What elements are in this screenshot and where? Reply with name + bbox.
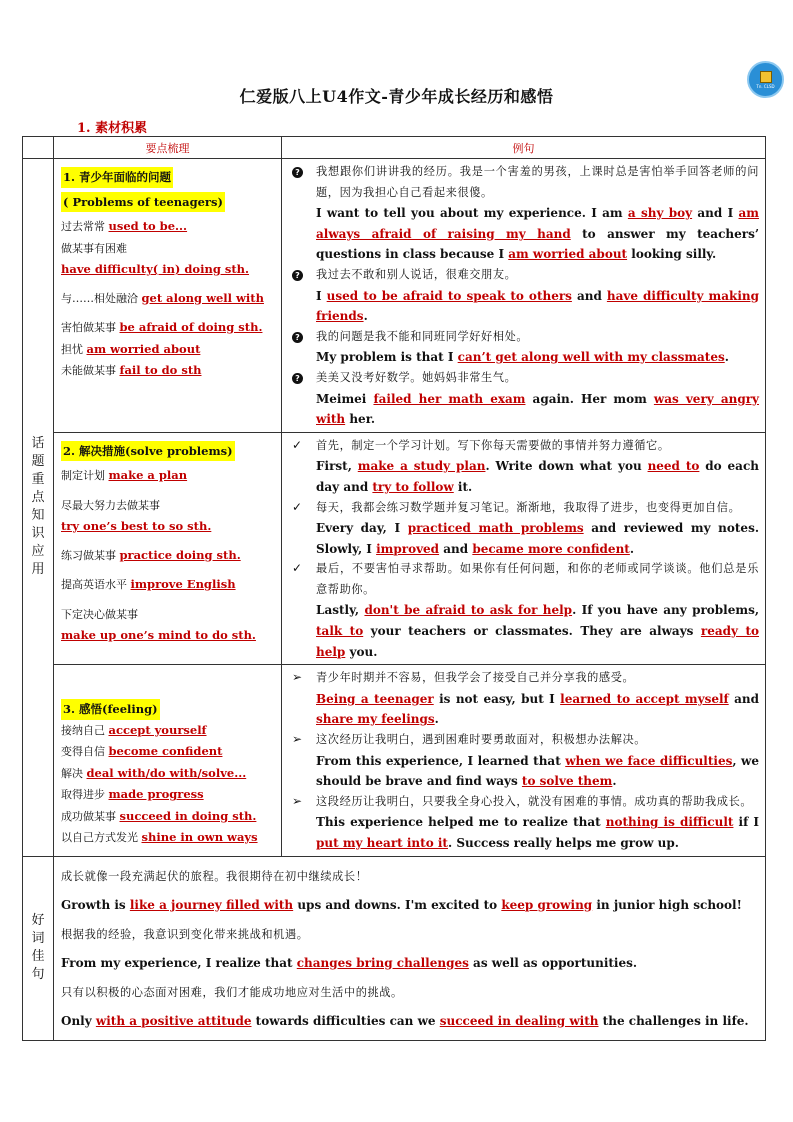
solutions-marker xyxy=(288,498,316,560)
solutions-example xyxy=(288,498,759,560)
phrase-cn: 担忧 xyxy=(61,342,87,356)
example-body xyxy=(316,668,759,730)
example-body xyxy=(316,368,759,430)
question-icon: ? xyxy=(292,332,303,343)
problems-phrase-row xyxy=(61,259,275,280)
arrow-bullet-icon: ➢ xyxy=(292,670,303,685)
sentence-chinese: 只有以积极的心态面对困难，我们才能成功地应对生活中的挑战。 xyxy=(61,985,403,999)
feelings-phrase-row xyxy=(61,741,275,763)
underlined-phrase: improved xyxy=(376,541,440,556)
example-chinese: 我想跟你们讲讲我的经历。我是一个害羞的男孩，上课时总是害怕举手回答老师的问题，因为我担心自己看起来很傻。 xyxy=(316,165,759,199)
underlined-phrase: need to xyxy=(647,459,700,474)
example-english: I want to tell you about my experience. I am a shy boy and I am always afraid of raising my hand to answer my teachers’ questions in class because I am worried about looking silly. xyxy=(316,206,759,262)
example-english: Every day, I practiced math problems and reviewed my notes. Slowly, I improved and became more confident. xyxy=(316,521,760,556)
underlined-phrase: talk to xyxy=(316,624,364,639)
phrase-en: shine in own ways xyxy=(141,830,258,845)
sentence-english: Only with a positive attitude towards difficulties can we succeed in dealing with the challenges in life. xyxy=(61,1013,749,1028)
example-english: This experience helped me to realize that nothing is difficult if I put my heart into it. Success really helps me grow up. xyxy=(316,815,759,850)
topic-label-char: 知 xyxy=(31,508,45,524)
phrase-cn: 取得进步 xyxy=(61,788,109,802)
underlined-phrase: keep growing xyxy=(501,897,593,912)
underlined-phrase: don't be afraid to ask for help xyxy=(364,603,573,618)
problems-examples xyxy=(282,159,766,433)
arrow-bullet-icon: ➢ xyxy=(292,732,303,747)
check-icon: ✓ xyxy=(292,499,303,514)
example-body xyxy=(316,436,759,498)
underlined-phrase: changes bring challenges xyxy=(296,955,469,970)
problems-phrase-row xyxy=(61,360,275,382)
question-icon: ? xyxy=(292,270,303,281)
arrow-bullet-icon: ➢ xyxy=(292,793,303,808)
phrase-en: practice doing sth. xyxy=(119,547,241,562)
spacer xyxy=(61,487,275,495)
underlined-phrase: was very angry with xyxy=(316,391,760,427)
example-english: Meimei failed her math exam again. Her mom was very angry with her. xyxy=(316,391,760,427)
feelings-marker xyxy=(288,668,316,730)
example-english: I used to be afraid to speak to others and have difficulty making friends. xyxy=(316,288,759,324)
underlined-phrase: succeed in dealing with xyxy=(439,1013,599,1028)
underlined-phrase: can’t get along well with my classmates xyxy=(457,350,725,365)
problems-marker xyxy=(288,265,316,327)
underlined-phrase: learned to accept myself xyxy=(560,691,729,706)
example-chinese: 美美又没考好数学。她妈妈非常生气。 xyxy=(316,370,517,384)
phrase-en: fail to do sth xyxy=(119,363,202,377)
feelings-heading: 3. 感悟(feeling) xyxy=(61,699,160,720)
phrase-en: succeed in doing sth. xyxy=(119,808,257,823)
sentence-chinese: 成长就像一段充满起伏的旅程。我很期待在初中继续成长！ xyxy=(61,869,368,883)
solutions-marker xyxy=(288,436,316,498)
solutions-phrase-row xyxy=(61,625,275,646)
phrase-en: make a plan xyxy=(108,468,188,483)
logo-icon xyxy=(760,71,772,83)
spacer xyxy=(61,309,275,317)
sentence-english: Growth is like a journey filled with ups and downs. I'm excited to keep growing in junior high school! xyxy=(61,897,742,912)
phrases-label-char: 好 xyxy=(31,913,45,929)
solutions-example xyxy=(288,436,759,498)
underlined-phrase: became more confident xyxy=(472,541,630,556)
example-body xyxy=(316,792,759,854)
good-sentences-row xyxy=(23,856,766,1040)
example-chinese: 我过去不敢和别人说话，很难交朋友。 xyxy=(316,267,517,281)
sentence-chinese: 根据我的经验，我意识到变化带来挑战和机遇。 xyxy=(61,927,309,941)
underlined-phrase: used to be afraid to speak to others xyxy=(326,288,572,303)
feelings-key-points xyxy=(54,665,282,856)
example-chinese: 这次经历让我明白，遇到困难时要勇敢面对，积极想办法解决。 xyxy=(316,733,647,747)
solutions-row xyxy=(23,432,766,665)
phrase-cn: 变得自信 xyxy=(61,745,109,759)
phrase-cn: 解决 xyxy=(61,766,87,780)
feelings-example xyxy=(288,730,759,792)
feelings-example xyxy=(288,668,759,730)
phrase-en: accept yourself xyxy=(108,722,207,737)
feelings-example xyxy=(288,792,759,854)
topic-label-char: 识 xyxy=(31,526,45,542)
example-chinese: 首先，制定一个学习计划。写下你每天需要做的事情并努力遵循它。 xyxy=(316,438,670,452)
problems-phrase-row xyxy=(61,317,275,339)
underlined-phrase: to solve them xyxy=(521,774,613,789)
example-english: First, make a study plan. Write down what you need to do each day and try to follow it. xyxy=(316,459,759,494)
underlined-phrase: Being a teenager xyxy=(316,691,434,706)
spacer xyxy=(61,596,275,604)
underlined-phrase: practiced math problems xyxy=(407,521,584,536)
problems-marker xyxy=(288,162,316,265)
feelings-phrase-row xyxy=(61,784,275,806)
phrase-cn: 与……相处融洽 xyxy=(61,291,142,305)
phrase-en: used to be... xyxy=(108,219,188,233)
header-blank xyxy=(23,137,54,159)
check-icon: ✓ xyxy=(292,561,303,576)
underlined-phrase: have difficulty making friends xyxy=(316,288,759,324)
phrase-cn: 接纳自己 xyxy=(61,723,109,737)
phrase-cn: 害怕做某事 xyxy=(61,321,120,334)
problems-example xyxy=(288,327,759,368)
example-body xyxy=(316,498,759,560)
page-title: 仁爱版八上U4作文-青少年成长经历和感悟 xyxy=(239,87,554,106)
phrase-cn: 提高英语水平 xyxy=(61,578,131,592)
feelings-phrase-row xyxy=(61,720,275,742)
phrase-cn: 尽最大努力去做某事 xyxy=(61,498,160,512)
solutions-phrase-row xyxy=(61,495,275,517)
solutions-phrase-row xyxy=(61,516,275,537)
example-english: My problem is that I can’t get along well with my classmates. xyxy=(316,350,729,365)
example-chinese: 最后，不要害怕寻求帮助。如果你有任何问题，和你的老师或同学谈谈。他们总是乐意帮助你。 xyxy=(316,562,759,596)
example-body xyxy=(316,730,759,792)
example-body xyxy=(316,162,759,265)
topic-label-char: 重 xyxy=(31,472,45,488)
logo-text: Tn. CLSD xyxy=(756,83,775,89)
feelings-marker xyxy=(288,792,316,854)
solutions-phrase-list xyxy=(61,465,275,646)
feelings-row xyxy=(23,665,766,856)
underlined-phrase: when we face difficulties xyxy=(565,753,733,768)
solutions-phrase-row xyxy=(61,465,275,487)
problems-example xyxy=(288,368,759,430)
topic-label-char: 话 xyxy=(31,436,45,452)
section-heading: 1. 素材积累 xyxy=(77,121,148,136)
problems-heading-en: ( Problems of teenagers) xyxy=(61,192,225,213)
phrase-en: made progress xyxy=(108,787,204,802)
problems-phrase-row xyxy=(61,288,275,310)
solutions-examples xyxy=(282,432,766,665)
spacer xyxy=(61,280,275,288)
phrase-en: be afraid of doing sth. xyxy=(119,320,263,334)
topic-label-char: 点 xyxy=(31,490,45,506)
phrase-en: have difficulty( in) doing sth. xyxy=(61,262,250,276)
feelings-phrase-row xyxy=(61,827,275,849)
spacer xyxy=(61,537,275,545)
underlined-phrase: a shy boy xyxy=(627,206,693,221)
underlined-phrase: like a journey filled with xyxy=(129,897,294,912)
check-icon: ✓ xyxy=(292,437,303,452)
feelings-examples xyxy=(282,665,766,856)
topic-label-char: 题 xyxy=(31,454,45,470)
phrase-en: improve English xyxy=(130,577,236,592)
underlined-phrase: try to follow xyxy=(372,479,454,494)
example-body xyxy=(316,265,759,327)
problems-example xyxy=(288,162,759,265)
example-chinese: 这段经历让我明白，只要我全身心投入，就没有困难的事情。成功真的帮助我成长。 xyxy=(316,794,753,808)
solutions-heading: 2. 解决措施(solve problems) xyxy=(61,441,235,462)
phrase-en: am worried about xyxy=(86,341,201,356)
example-chinese: 青少年时期并不容易，但我学会了接受自己并分享我的感受。 xyxy=(316,671,635,685)
phrase-en: deal with/do with/solve... xyxy=(86,765,247,780)
content-table xyxy=(22,136,766,1041)
table-header-row xyxy=(23,137,766,159)
problems-phrase-list xyxy=(61,216,275,382)
good-sentences xyxy=(54,856,766,1040)
problems-key-points xyxy=(54,159,282,433)
phrase-en: become confident xyxy=(108,744,223,759)
phrases-side-label xyxy=(23,856,54,1040)
feelings-marker xyxy=(288,730,316,792)
phrases-label-char: 词 xyxy=(31,931,45,947)
phrase-cn: 下定决心做某事 xyxy=(61,607,138,621)
spacer xyxy=(61,566,275,574)
example-chinese: 我的问题是我不能和同班同学好好相处。 xyxy=(316,329,529,343)
example-chinese: 每天，我都会练习数学题并复习笔记。渐渐地，我取得了进步，也变得更加自信。 xyxy=(316,500,741,514)
phrase-cn: 做某事有困难 xyxy=(61,241,127,255)
problems-marker xyxy=(288,368,316,430)
underlined-phrase: with a positive attitude xyxy=(95,1013,252,1028)
topic-label-char: 用 xyxy=(31,562,45,578)
phrase-en: try one’s best to so sth. xyxy=(61,519,212,534)
phrases-label-char: 句 xyxy=(31,967,45,983)
phrases-label-char: 佳 xyxy=(31,949,45,965)
feelings-phrase-row xyxy=(61,763,275,785)
phrase-en: get along well with xyxy=(141,290,264,305)
solutions-key-points xyxy=(54,432,282,665)
underlined-phrase: ready to help xyxy=(316,624,759,659)
phrase-cn: 过去常常 xyxy=(61,220,109,233)
phrase-cn: 成功做某事 xyxy=(61,809,120,823)
underlined-phrase: failed her math exam xyxy=(373,391,526,406)
example-english: From this experience, I learned that when we face difficulties, we should be brave and find ways to solve them. xyxy=(316,753,759,789)
problems-heading: 1. 青少年面临的问题 xyxy=(61,167,173,188)
header-examples: 例句 xyxy=(282,137,766,159)
underlined-phrase: put my heart into it xyxy=(316,836,448,850)
question-icon: ? xyxy=(292,167,303,178)
problems-phrase-row xyxy=(61,339,275,361)
underlined-phrase: am worried about xyxy=(508,247,628,262)
question-icon: ? xyxy=(292,373,303,384)
underlined-phrase: share my feelings xyxy=(316,712,435,727)
problems-example xyxy=(288,265,759,327)
solutions-phrase-row xyxy=(61,545,275,567)
phrase-cn: 练习做某事 xyxy=(61,548,120,562)
underlined-phrase: nothing is difficult xyxy=(605,815,734,830)
sentence-english: From my experience, I realize that changes bring challenges as well as opportunities. xyxy=(61,955,638,970)
solutions-phrase-row xyxy=(61,574,275,596)
underlined-phrase: make a study plan xyxy=(357,459,486,474)
feelings-phrase-row xyxy=(61,806,275,828)
example-body xyxy=(316,559,759,662)
example-body xyxy=(316,327,759,368)
problems-phrase-row xyxy=(61,238,275,260)
problems-phrase-row xyxy=(61,216,275,238)
topic-side-label xyxy=(23,159,54,857)
topic-label-char: 应 xyxy=(31,544,45,560)
feelings-phrase-list xyxy=(61,720,275,849)
phrase-cn: 制定计划 xyxy=(61,469,109,483)
phrase-cn: 以自己方式发光 xyxy=(61,831,142,845)
problems-marker xyxy=(288,327,316,368)
underlined-phrase: am always afraid of raising my hand xyxy=(316,206,759,241)
example-english: Lastly, don't be afraid to ask for help. If you have any problems, talk to your teachers or classmates. They are always ready to help you. xyxy=(316,603,759,659)
solutions-marker xyxy=(288,559,316,662)
example-english: Being a teenager is not easy, but I learned to accept myself and share my feelings. xyxy=(316,691,759,727)
phrase-en: make up one’s mind to do sth. xyxy=(61,628,256,643)
problems-row xyxy=(23,159,766,433)
header-key-points: 要点梳理 xyxy=(54,137,282,159)
solutions-phrase-row xyxy=(61,604,275,626)
phrase-cn: 未能做某事 xyxy=(61,364,120,377)
solutions-example xyxy=(288,559,759,662)
